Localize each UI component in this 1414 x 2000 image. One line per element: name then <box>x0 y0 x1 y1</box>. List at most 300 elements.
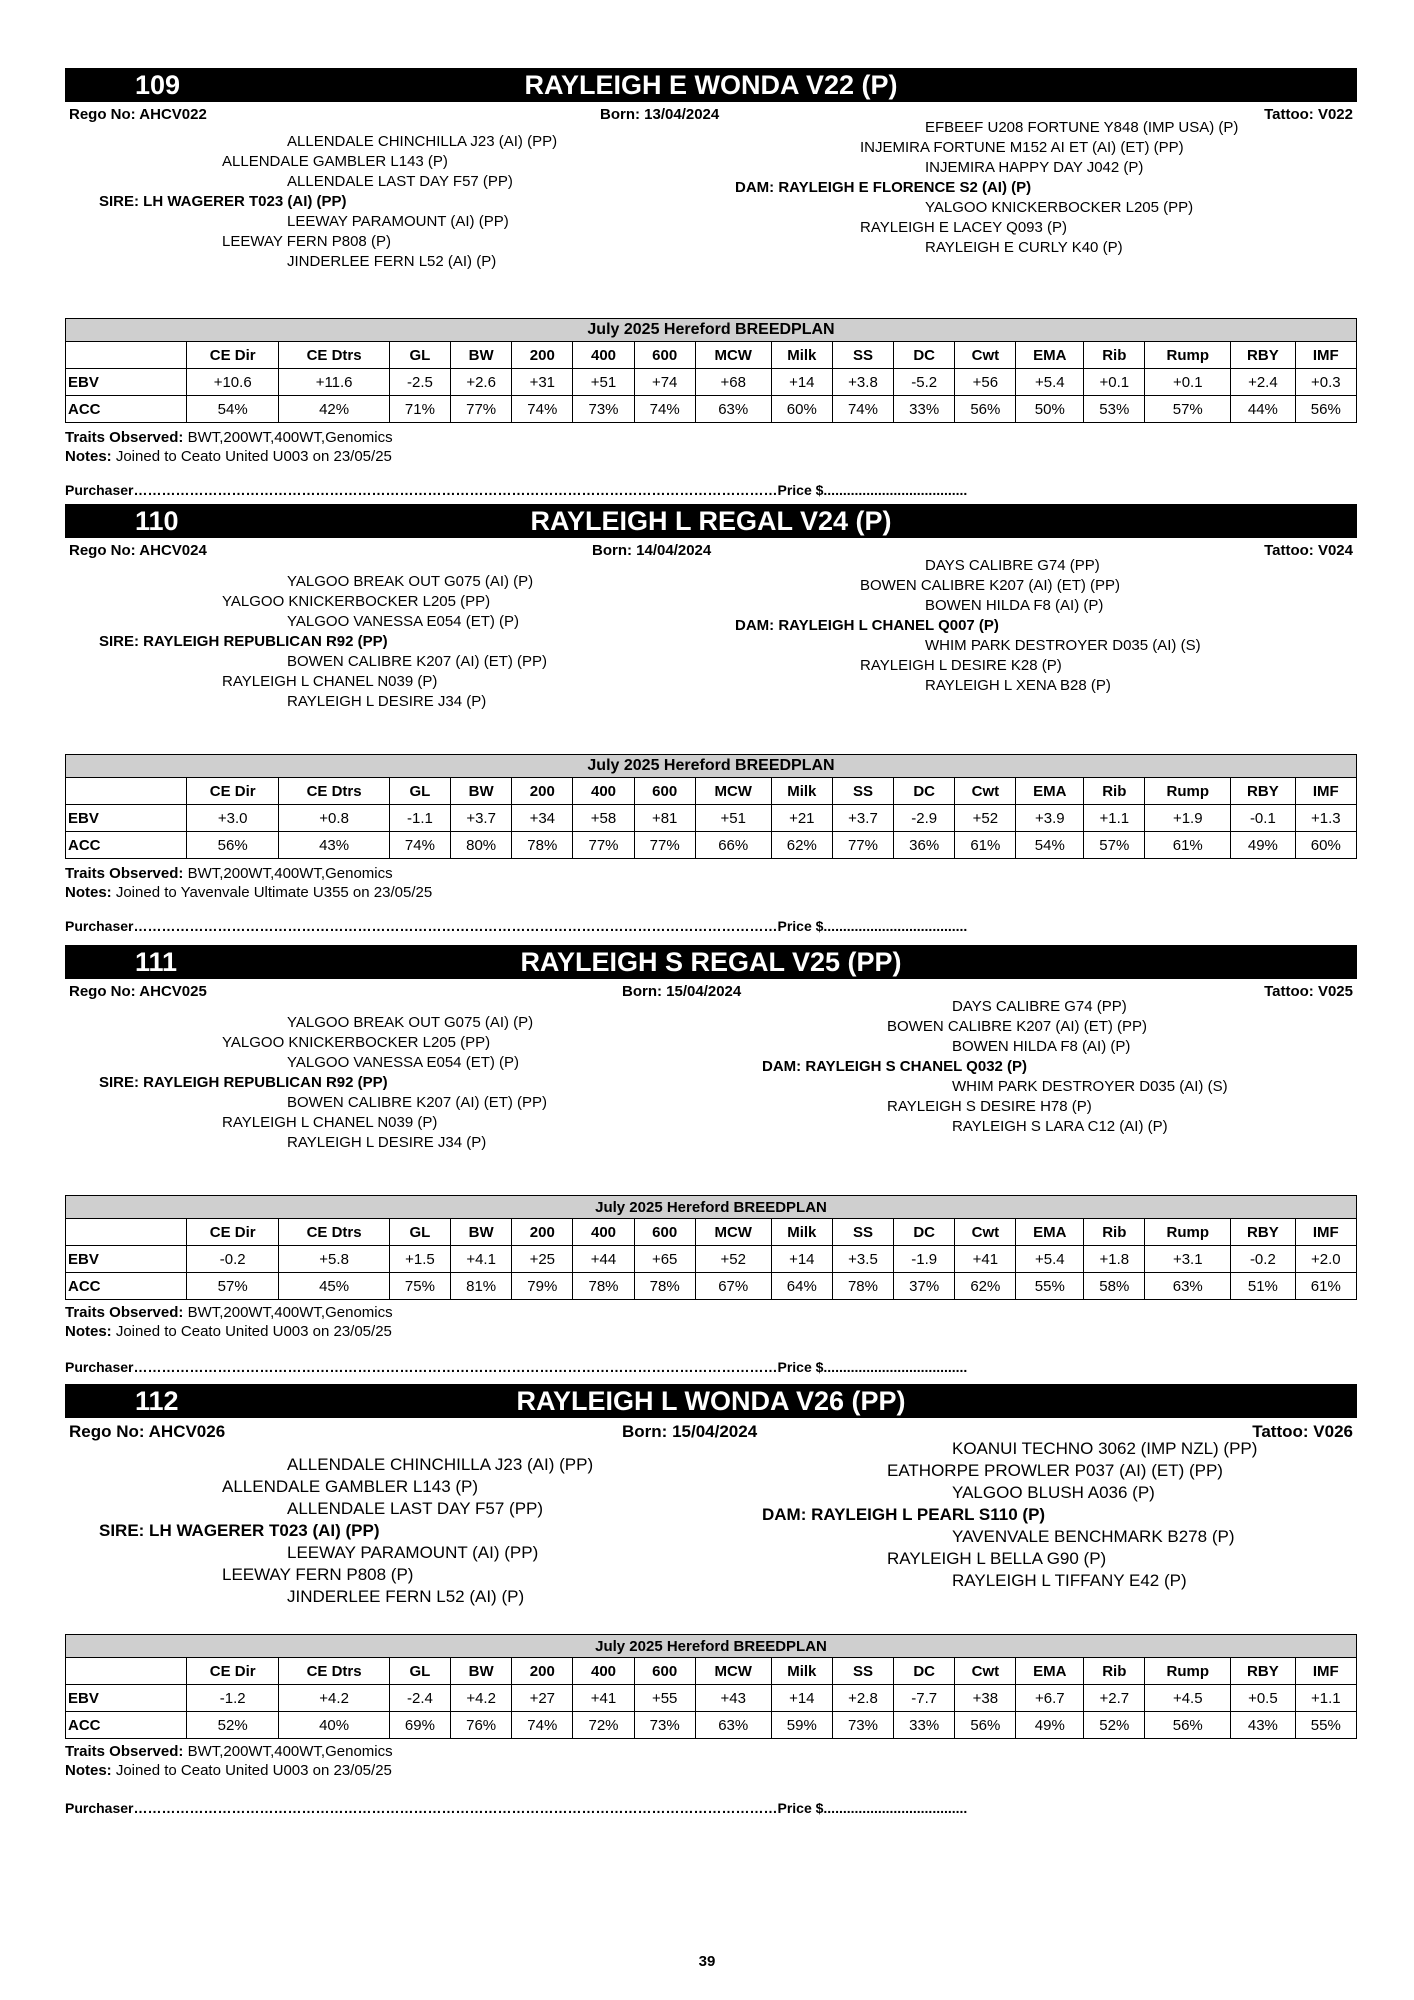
dam-dam-sire: YALGOO KNICKERBOCKER L205 (PP) <box>925 199 1194 216</box>
table-title: July 2025 Hereford BREEDPLAN <box>66 1196 1357 1219</box>
acc-value: 56% <box>1145 1712 1231 1739</box>
row-label: EBV <box>66 805 187 832</box>
acc-value: 77% <box>451 396 512 423</box>
lot-112 <box>65 1384 1357 1816</box>
ebv-value: +1.1 <box>1084 805 1145 832</box>
ebv-row <box>66 369 1357 396</box>
trait-header: IMF <box>1295 1658 1356 1685</box>
purchaser-line: Purchaser…………………………………………………………………………………………………………………………Price $..................................... <box>65 918 968 934</box>
acc-value: 76% <box>451 1712 512 1739</box>
table-title: July 2025 Hereford BREEDPLAN <box>66 755 1357 778</box>
acc-value: 74% <box>634 396 695 423</box>
acc-value: 49% <box>1231 832 1295 859</box>
sire-sire: YALGOO KNICKERBOCKER L205 (PP) <box>222 593 491 610</box>
birth-date: Born: 15/04/2024 <box>622 983 742 1000</box>
trait-header: 600 <box>634 342 695 369</box>
dam-sire: INJEMIRA FORTUNE M152 AI ET (AI) (ET) (PP) <box>860 139 1184 156</box>
acc-value: 52% <box>187 1712 279 1739</box>
trait-header: BW <box>451 342 512 369</box>
ebv-value: +14 <box>771 1246 832 1273</box>
acc-value: 74% <box>512 396 573 423</box>
sire: SIRE: RAYLEIGH REPUBLICAN R92 (PP) <box>99 1074 388 1091</box>
lot-footer <box>65 428 393 466</box>
traits-observed: Traits Observed: BWT,200WT,400WT,Genomics <box>65 429 393 446</box>
lot-111 <box>65 945 1357 1375</box>
dam-sire-sire: DAYS CALIBRE G74 (PP) <box>952 998 1127 1015</box>
ebv-value: -2.5 <box>389 369 450 396</box>
lot-meta <box>65 983 1357 1003</box>
ebv-table <box>65 754 1357 859</box>
dam: DAM: RAYLEIGH L PEARL S110 (P) <box>762 1505 1046 1524</box>
purchaser-line: Purchaser…………………………………………………………………………………………………………………………Price $..................................... <box>65 1800 968 1816</box>
acc-value: 74% <box>389 832 450 859</box>
purchaser-line: Purchaser…………………………………………………………………………………………………………………………Price $..................................... <box>65 482 968 498</box>
acc-value: 58% <box>1084 1273 1145 1300</box>
acc-value: 79% <box>512 1273 573 1300</box>
ebv-row <box>66 1246 1357 1273</box>
ebv-value: +1.5 <box>389 1246 450 1273</box>
ebv-value: +3.0 <box>187 805 279 832</box>
notes: Notes: Joined to Ceato United U003 on 23/05/25 <box>65 448 392 465</box>
trait-header: Cwt <box>955 342 1016 369</box>
ebv-value: -2.4 <box>389 1685 450 1712</box>
trait-header-row <box>66 1219 1357 1246</box>
ebv-value: -1.1 <box>389 805 450 832</box>
trait-header: SS <box>832 1658 893 1685</box>
ebv-value: +1.1 <box>1295 1685 1356 1712</box>
ebv-value: +44 <box>573 1246 634 1273</box>
acc-value: 33% <box>894 396 955 423</box>
acc-value: 78% <box>512 832 573 859</box>
acc-value: 54% <box>1016 832 1084 859</box>
acc-value: 77% <box>573 832 634 859</box>
ebv-value: +1.9 <box>1145 805 1231 832</box>
acc-value: 33% <box>894 1712 955 1739</box>
trait-header: DC <box>894 342 955 369</box>
trait-header: 200 <box>512 778 573 805</box>
ebv-value: +51 <box>573 369 634 396</box>
acc-value: 62% <box>955 1273 1016 1300</box>
lot-number: 109 <box>135 70 181 100</box>
rego-number: Rego No: AHCV025 <box>69 983 207 1000</box>
ebv-value: +58 <box>573 805 634 832</box>
ebv-value: +6.7 <box>1016 1685 1084 1712</box>
ebv-table <box>65 1634 1357 1739</box>
trait-header: 400 <box>573 1658 634 1685</box>
ebv-table <box>65 318 1357 423</box>
dam-dam-dam: RAYLEIGH S LARA C12 (AI) (P) <box>952 1118 1168 1135</box>
dam-sire: BOWEN CALIBRE K207 (AI) (ET) (PP) <box>887 1018 1148 1035</box>
dam: DAM: RAYLEIGH S CHANEL Q032 (P) <box>762 1058 1028 1075</box>
ebv-value: +21 <box>771 805 832 832</box>
trait-header: IMF <box>1295 778 1356 805</box>
trait-header: CE Dtrs <box>279 1219 389 1246</box>
sire-dam-dam: JINDERLEE FERN L52 (AI) (P) <box>287 253 497 270</box>
acc-value: 63% <box>1145 1273 1231 1300</box>
trait-header: RBY <box>1231 1219 1295 1246</box>
dam-dam-dam: RAYLEIGH E CURLY K40 (P) <box>925 239 1123 256</box>
ebv-value: +43 <box>695 1685 771 1712</box>
dam-dam-dam: RAYLEIGH L XENA B28 (P) <box>925 677 1111 694</box>
acc-value: 63% <box>695 396 771 423</box>
acc-value: 53% <box>1084 396 1145 423</box>
notes: Notes: Joined to Yavenvale Ultimate U355 on 23/05/25 <box>65 884 433 901</box>
acc-value: 61% <box>1295 1273 1356 1300</box>
acc-value: 56% <box>955 1712 1016 1739</box>
dam-dam-sire: WHIM PARK DESTROYER D035 (AI) (S) <box>952 1078 1228 1095</box>
dam-sire-sire: EFBEEF U208 FORTUNE Y848 (IMP USA) (P) <box>925 119 1239 136</box>
acc-value: 67% <box>695 1273 771 1300</box>
ebv-value: +0.3 <box>1295 369 1356 396</box>
trait-header: Rump <box>1145 778 1231 805</box>
trait-header-row <box>66 778 1357 805</box>
acc-value: 57% <box>187 1273 279 1300</box>
sire-dam: RAYLEIGH L CHANEL N039 (P) <box>222 673 438 690</box>
dam: DAM: RAYLEIGH L CHANEL Q007 (P) <box>735 617 999 634</box>
ebv-value: +27 <box>512 1685 573 1712</box>
sire-dam-dam: RAYLEIGH L DESIRE J34 (P) <box>287 693 487 710</box>
ebv-value: +3.7 <box>451 805 512 832</box>
birth-date: Born: 14/04/2024 <box>592 542 712 559</box>
sire-dam-sire: BOWEN CALIBRE K207 (AI) (ET) (PP) <box>287 1094 548 1111</box>
lot-header <box>65 504 1357 538</box>
lot-name: RAYLEIGH L WONDA V26 (PP) <box>516 1386 906 1416</box>
ebv-row <box>66 1685 1357 1712</box>
trait-header: MCW <box>695 1219 771 1246</box>
dam-dam: RAYLEIGH L BELLA G90 (P) <box>887 1549 1107 1568</box>
acc-value: 49% <box>1016 1712 1084 1739</box>
trait-header: 200 <box>512 342 573 369</box>
notes: Notes: Joined to Ceato United U003 on 23/05/25 <box>65 1323 392 1340</box>
row-label: EBV <box>66 369 187 396</box>
trait-header: MCW <box>695 778 771 805</box>
trait-header: 200 <box>512 1658 573 1685</box>
trait-header: Cwt <box>955 1219 1016 1246</box>
trait-header: SS <box>832 342 893 369</box>
ebv-value: +25 <box>512 1246 573 1273</box>
lot-footer <box>65 864 432 902</box>
ebv-value: +5.8 <box>279 1246 389 1273</box>
lot-footer <box>65 1303 393 1341</box>
trait-header: EMA <box>1016 778 1084 805</box>
tattoo: Tattoo: V022 <box>1264 106 1353 123</box>
acc-value: 72% <box>573 1712 634 1739</box>
ebv-value: -5.2 <box>894 369 955 396</box>
trait-header: 400 <box>573 1219 634 1246</box>
trait-header: DC <box>894 1658 955 1685</box>
acc-value: 54% <box>187 396 279 423</box>
sire-sire-dam: YALGOO VANESSA E054 (ET) (P) <box>287 613 520 630</box>
lot-number: 110 <box>135 506 179 536</box>
dam: DAM: RAYLEIGH E FLORENCE S2 (AI) (P) <box>735 179 1032 196</box>
acc-value: 78% <box>832 1273 893 1300</box>
trait-header: GL <box>389 1658 450 1685</box>
ebv-value: +11.6 <box>279 369 389 396</box>
trait-header: BW <box>451 1658 512 1685</box>
acc-value: 42% <box>279 396 389 423</box>
ebv-value: -0.2 <box>187 1246 279 1273</box>
ebv-value: +2.6 <box>451 369 512 396</box>
acc-value: 78% <box>634 1273 695 1300</box>
acc-value: 61% <box>955 832 1016 859</box>
dam-sire-sire: DAYS CALIBRE G74 (PP) <box>925 557 1100 574</box>
sire-dam-sire: BOWEN CALIBRE K207 (AI) (ET) (PP) <box>287 653 548 670</box>
sire-sire-dam: ALLENDALE LAST DAY F57 (PP) <box>287 173 513 190</box>
ebv-table <box>65 1195 1357 1300</box>
ebv-value: +0.1 <box>1145 369 1231 396</box>
dam-sire-dam: BOWEN HILDA F8 (AI) (P) <box>925 597 1104 614</box>
acc-value: 60% <box>771 396 832 423</box>
acc-value: 62% <box>771 832 832 859</box>
trait-header: Milk <box>771 1658 832 1685</box>
acc-value: 52% <box>1084 1712 1145 1739</box>
sire-sire-sire: ALLENDALE CHINCHILLA J23 (AI) (PP) <box>287 1455 594 1474</box>
pedigree <box>65 119 1357 306</box>
trait-header: 400 <box>573 342 634 369</box>
ebv-value: +1.3 <box>1295 805 1356 832</box>
sire-dam-dam: RAYLEIGH L DESIRE J34 (P) <box>287 1134 487 1151</box>
pedigree <box>65 1439 1357 1624</box>
trait-header: Rump <box>1145 1658 1231 1685</box>
acc-value: 81% <box>451 1273 512 1300</box>
ebv-value: +34 <box>512 805 573 832</box>
lot-name: RAYLEIGH E WONDA V22 (P) <box>524 70 898 100</box>
trait-header: Rib <box>1084 1219 1145 1246</box>
lot-header <box>65 945 1357 979</box>
trait-header: Milk <box>771 342 832 369</box>
acc-row <box>66 1712 1357 1739</box>
dam-sire-dam: INJEMIRA HAPPY DAY J042 (P) <box>925 159 1144 176</box>
ebv-value: +38 <box>955 1685 1016 1712</box>
acc-value: 71% <box>389 396 450 423</box>
sire-dam-sire: LEEWAY PARAMOUNT (AI) (PP) <box>287 1543 539 1562</box>
trait-header: Rib <box>1084 342 1145 369</box>
acc-value: 73% <box>634 1712 695 1739</box>
sire: SIRE: LH WAGERER T023 (AI) (PP) <box>99 193 347 210</box>
acc-value: 63% <box>695 1712 771 1739</box>
acc-value: 55% <box>1016 1273 1084 1300</box>
tattoo: Tattoo: V026 <box>1252 1422 1353 1441</box>
ebv-value: +4.1 <box>451 1246 512 1273</box>
trait-header: Rib <box>1084 1658 1145 1685</box>
dam-dam-dam: RAYLEIGH L TIFFANY E42 (P) <box>952 1571 1187 1590</box>
trait-header: EMA <box>1016 342 1084 369</box>
dam-dam: RAYLEIGH S DESIRE H78 (P) <box>887 1098 1092 1115</box>
tattoo: Tattoo: V025 <box>1264 983 1353 1000</box>
acc-value: 56% <box>955 396 1016 423</box>
sire-sire-sire: YALGOO BREAK OUT G075 (AI) (P) <box>287 573 534 590</box>
dam-sire-sire: KOANUI TECHNO 3062 (IMP NZL) (PP) <box>952 1439 1258 1458</box>
dam-dam: RAYLEIGH L DESIRE K28 (P) <box>860 657 1062 674</box>
trait-header: 600 <box>634 778 695 805</box>
acc-value: 36% <box>894 832 955 859</box>
lot-name: RAYLEIGH S REGAL V25 (PP) <box>520 947 902 977</box>
acc-value: 73% <box>573 396 634 423</box>
acc-value: 64% <box>771 1273 832 1300</box>
ebv-value: +4.2 <box>451 1685 512 1712</box>
ebv-value: +74 <box>634 369 695 396</box>
row-label: ACC <box>66 396 187 423</box>
trait-header: CE Dir <box>187 1219 279 1246</box>
ebv-value: +31 <box>512 369 573 396</box>
trait-header: CE Dtrs <box>279 778 389 805</box>
trait-header: EMA <box>1016 1219 1084 1246</box>
ebv-value: -0.2 <box>1231 1246 1295 1273</box>
rego-number: Rego No: AHCV024 <box>69 542 207 559</box>
acc-value: 43% <box>279 832 389 859</box>
trait-header: GL <box>389 342 450 369</box>
dam-sire: EATHORPE PROWLER P037 (AI) (ET) (PP) <box>887 1461 1223 1480</box>
ebv-value: +5.4 <box>1016 1246 1084 1273</box>
rego-number: Rego No: AHCV026 <box>69 1422 226 1441</box>
acc-value: 78% <box>573 1273 634 1300</box>
trait-header: MCW <box>695 342 771 369</box>
sire: SIRE: LH WAGERER T023 (AI) (PP) <box>99 1521 380 1540</box>
acc-value: 60% <box>1295 832 1356 859</box>
ebv-value: +0.5 <box>1231 1685 1295 1712</box>
ebv-value: +10.6 <box>187 369 279 396</box>
row-label: EBV <box>66 1685 187 1712</box>
trait-header: BW <box>451 778 512 805</box>
sire-sire: YALGOO KNICKERBOCKER L205 (PP) <box>222 1034 491 1051</box>
trait-header: GL <box>389 1219 450 1246</box>
trait-header: CE Dir <box>187 342 279 369</box>
row-label: ACC <box>66 1712 187 1739</box>
ebv-value: +56 <box>955 369 1016 396</box>
lot-meta <box>65 542 1357 562</box>
trait-header: 200 <box>512 1219 573 1246</box>
ebv-value: +0.8 <box>279 805 389 832</box>
ebv-value: +2.8 <box>832 1685 893 1712</box>
acc-value: 80% <box>451 832 512 859</box>
sire-sire-sire: ALLENDALE CHINCHILLA J23 (AI) (PP) <box>287 133 558 150</box>
ebv-value: +3.9 <box>1016 805 1084 832</box>
lot-number: 111 <box>135 947 178 977</box>
acc-value: 45% <box>279 1273 389 1300</box>
acc-value: 56% <box>187 832 279 859</box>
table-title: July 2025 Hereford BREEDPLAN <box>66 1635 1357 1658</box>
trait-header: EMA <box>1016 1658 1084 1685</box>
trait-header: Rib <box>1084 778 1145 805</box>
trait-header: CE Dtrs <box>279 342 389 369</box>
traits-observed: Traits Observed: BWT,200WT,400WT,Genomics <box>65 865 393 882</box>
acc-value: 44% <box>1231 396 1295 423</box>
trait-header: CE Dtrs <box>279 1658 389 1685</box>
ebv-value: +14 <box>771 1685 832 1712</box>
acc-value: 57% <box>1084 832 1145 859</box>
ebv-value: +4.5 <box>1145 1685 1231 1712</box>
trait-header: CE Dir <box>187 778 279 805</box>
trait-header: IMF <box>1295 342 1356 369</box>
acc-value: 56% <box>1295 396 1356 423</box>
trait-header-row <box>66 342 1357 369</box>
purchaser-line: Purchaser…………………………………………………………………………………………………………………………Price $..................................... <box>65 1359 968 1375</box>
trait-header: DC <box>894 778 955 805</box>
acc-value: 61% <box>1145 832 1231 859</box>
dam-dam-sire: YAVENVALE BENCHMARK B278 (P) <box>952 1527 1235 1546</box>
ebv-value: +3.1 <box>1145 1246 1231 1273</box>
trait-header: RBY <box>1231 342 1295 369</box>
ebv-value: -1.9 <box>894 1246 955 1273</box>
ebv-row <box>66 805 1357 832</box>
sire-sire-dam: ALLENDALE LAST DAY F57 (PP) <box>287 1499 544 1518</box>
lot-name: RAYLEIGH L REGAL V24 (P) <box>530 506 892 536</box>
trait-header: Rump <box>1145 1219 1231 1246</box>
notes: Notes: Joined to Ceato United U003 on 23/05/25 <box>65 1762 392 1779</box>
trait-header: 400 <box>573 778 634 805</box>
ebv-value: +5.4 <box>1016 369 1084 396</box>
acc-value: 69% <box>389 1712 450 1739</box>
ebv-value: +2.0 <box>1295 1246 1356 1273</box>
dam-sire: BOWEN CALIBRE K207 (AI) (ET) (PP) <box>860 577 1121 594</box>
sire: SIRE: RAYLEIGH REPUBLICAN R92 (PP) <box>99 633 388 650</box>
acc-value: 66% <box>695 832 771 859</box>
ebv-value: +1.8 <box>1084 1246 1145 1273</box>
acc-value: 77% <box>634 832 695 859</box>
ebv-value: +0.1 <box>1084 369 1145 396</box>
lot-header <box>65 68 1357 102</box>
acc-value: 51% <box>1231 1273 1295 1300</box>
pedigree <box>65 557 1357 742</box>
sire-sire: ALLENDALE GAMBLER L143 (P) <box>222 1477 479 1496</box>
table-title: July 2025 Hereford BREEDPLAN <box>66 319 1357 342</box>
acc-value: 50% <box>1016 396 1084 423</box>
trait-header: Cwt <box>955 1658 1016 1685</box>
ebv-value: +3.5 <box>832 1246 893 1273</box>
ebv-value: +55 <box>634 1685 695 1712</box>
ebv-value: +41 <box>955 1246 1016 1273</box>
trait-header-row <box>66 1658 1357 1685</box>
lot-footer <box>65 1742 393 1780</box>
trait-header: GL <box>389 778 450 805</box>
acc-value: 43% <box>1231 1712 1295 1739</box>
trait-header: SS <box>832 1219 893 1246</box>
sire-sire: ALLENDALE GAMBLER L143 (P) <box>222 153 448 170</box>
acc-value: 75% <box>389 1273 450 1300</box>
ebv-value: -1.2 <box>187 1685 279 1712</box>
acc-value: 37% <box>894 1273 955 1300</box>
ebv-value: +41 <box>573 1685 634 1712</box>
trait-header: CE Dir <box>187 1658 279 1685</box>
trait-header: 600 <box>634 1658 695 1685</box>
ebv-value: +14 <box>771 369 832 396</box>
sire-dam: RAYLEIGH L CHANEL N039 (P) <box>222 1114 438 1131</box>
lot-110 <box>65 504 1357 934</box>
ebv-value: +4.2 <box>279 1685 389 1712</box>
row-label: ACC <box>66 1273 187 1300</box>
ebv-value: +3.7 <box>832 805 893 832</box>
ebv-value: +81 <box>634 805 695 832</box>
row-label: ACC <box>66 832 187 859</box>
acc-value: 74% <box>832 396 893 423</box>
lot-header <box>65 1384 1357 1418</box>
trait-header: RBY <box>1231 1658 1295 1685</box>
ebv-value: +52 <box>955 805 1016 832</box>
trait-header: Rump <box>1145 342 1231 369</box>
acc-row <box>66 1273 1357 1300</box>
lot-109 <box>65 68 1357 498</box>
ebv-value: -2.9 <box>894 805 955 832</box>
sire-dam: LEEWAY FERN P808 (P) <box>222 1565 414 1584</box>
sire-dam-sire: LEEWAY PARAMOUNT (AI) (PP) <box>287 213 509 230</box>
trait-header: Milk <box>771 1219 832 1246</box>
acc-value: 73% <box>832 1712 893 1739</box>
birth-date: Born: 15/04/2024 <box>622 1422 758 1441</box>
row-label: EBV <box>66 1246 187 1273</box>
ebv-value: +2.4 <box>1231 369 1295 396</box>
trait-header: RBY <box>1231 778 1295 805</box>
trait-header: IMF <box>1295 1219 1356 1246</box>
